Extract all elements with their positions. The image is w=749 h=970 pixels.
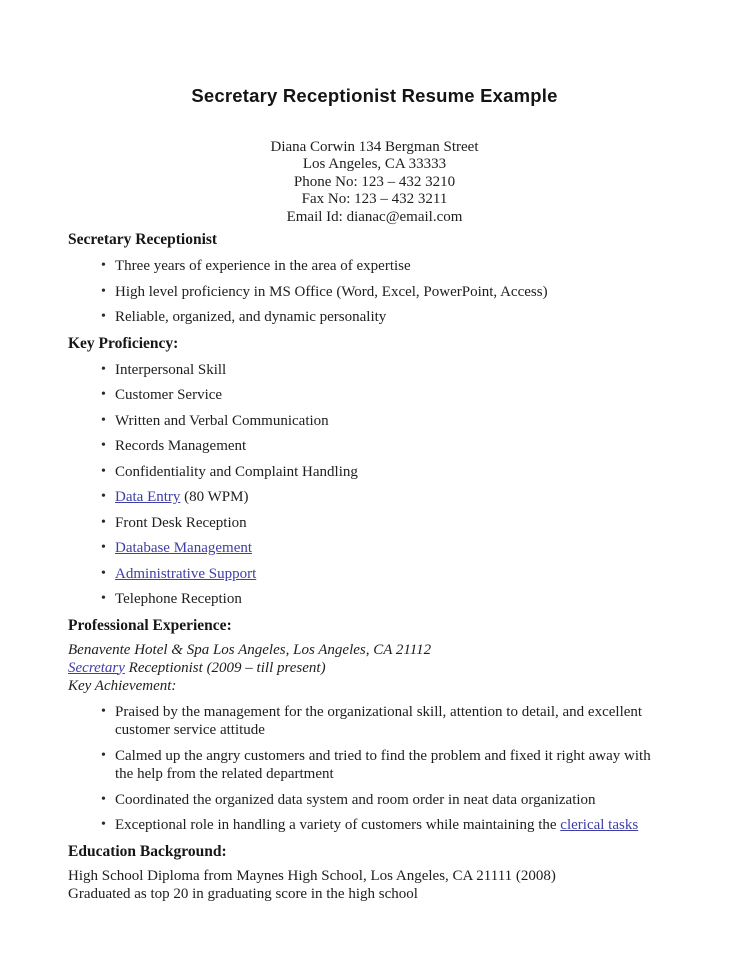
list-item xyxy=(68,437,665,456)
bullet-text: High level proficiency in MS Office (Word, Excel, PowerPoint, Access) xyxy=(115,283,548,300)
document-body xyxy=(0,230,749,903)
education-diploma-line: High School Diploma from Maynes High School, Los Angeles, CA 21111 (2008) xyxy=(68,867,556,884)
education-block xyxy=(68,867,665,903)
list-item xyxy=(68,747,665,784)
bullet-text: Customer Service xyxy=(115,387,223,404)
list-item xyxy=(68,283,665,302)
bullet-text: Confidentiality and Complaint Handling xyxy=(115,463,358,480)
list-item xyxy=(68,590,665,609)
contact-phone: Phone No: 123 – 432 3210 xyxy=(293,173,456,190)
contact-email: Email Id: dianac@email.com xyxy=(286,208,463,225)
employer-line: Benavente Hotel & Spa Los Angeles, Los Angeles, CA 21112 xyxy=(68,641,432,658)
list-item xyxy=(68,463,665,482)
list-item xyxy=(68,514,665,533)
list-item xyxy=(68,816,665,835)
professional-experience-heading: Professional Experience: xyxy=(68,616,232,634)
bullet-text: Records Management xyxy=(115,438,247,455)
list-item xyxy=(68,308,665,327)
role-line xyxy=(68,659,665,677)
bullet-text: Three years of experience in the area of expertise xyxy=(115,258,411,275)
list-item xyxy=(68,565,665,584)
data-entry-link[interactable]: Data Entry xyxy=(115,489,181,506)
list-item xyxy=(68,703,665,740)
role-text: Receptionist (2009 – till present) xyxy=(124,659,326,676)
bullet-text: Praised by the management for the organizational skill, attention to detail, and excellent customer service attitude xyxy=(115,703,643,739)
key-proficiency-heading: Key Proficiency: xyxy=(68,334,179,352)
list-item xyxy=(68,488,665,507)
database-management-link[interactable]: Database Management xyxy=(115,540,253,557)
key-proficiency-list xyxy=(68,361,665,609)
bullet-text: Written and Verbal Communication xyxy=(115,412,329,429)
list-item xyxy=(68,539,665,558)
education-rank-line: Graduated as top 20 in graduating score in the high school xyxy=(68,885,418,902)
bullet-text: Exceptional role in handling a variety of customers while maintaining the xyxy=(115,817,561,834)
summary-heading: Secretary Receptionist xyxy=(68,231,218,249)
contact-name-address: Diana Corwin 134 Bergman Street xyxy=(270,139,479,155)
secretary-link[interactable]: Secretary xyxy=(68,659,125,676)
list-item xyxy=(68,361,665,380)
key-achievement-label: Key Achievement: xyxy=(68,677,177,694)
list-item xyxy=(68,386,665,405)
bullet-text: Calmed up the angry customers and tried to find the problem and fixed it right away with the help from the related department xyxy=(115,747,651,783)
clerical-tasks-link[interactable]: clerical tasks xyxy=(560,817,639,834)
bullet-text: Reliable, organized, and dynamic personality xyxy=(115,309,387,326)
list-item xyxy=(68,257,665,276)
contact-block xyxy=(0,139,749,226)
bullet-text: (80 WPM) xyxy=(180,489,249,506)
administrative-support-link[interactable]: Administrative Support xyxy=(115,565,257,582)
experience-block xyxy=(68,641,665,695)
list-item xyxy=(68,412,665,431)
bullet-text: Telephone Reception xyxy=(115,591,242,608)
summary-list xyxy=(68,257,665,327)
bullet-text: Front Desk Reception xyxy=(115,514,247,531)
contact-fax: Fax No: 123 – 432 3211 xyxy=(301,191,448,208)
education-heading: Education Background: xyxy=(68,842,227,860)
achievement-list xyxy=(68,703,665,835)
list-item xyxy=(68,791,665,810)
bullet-text: Interpersonal Skill xyxy=(115,361,227,378)
page-title: Secretary Receptionist Resume Example xyxy=(191,85,558,106)
contact-city: Los Angeles, CA 33333 xyxy=(302,156,447,173)
bullet-text: Coordinated the organized data system and room order in neat data organization xyxy=(115,791,596,808)
